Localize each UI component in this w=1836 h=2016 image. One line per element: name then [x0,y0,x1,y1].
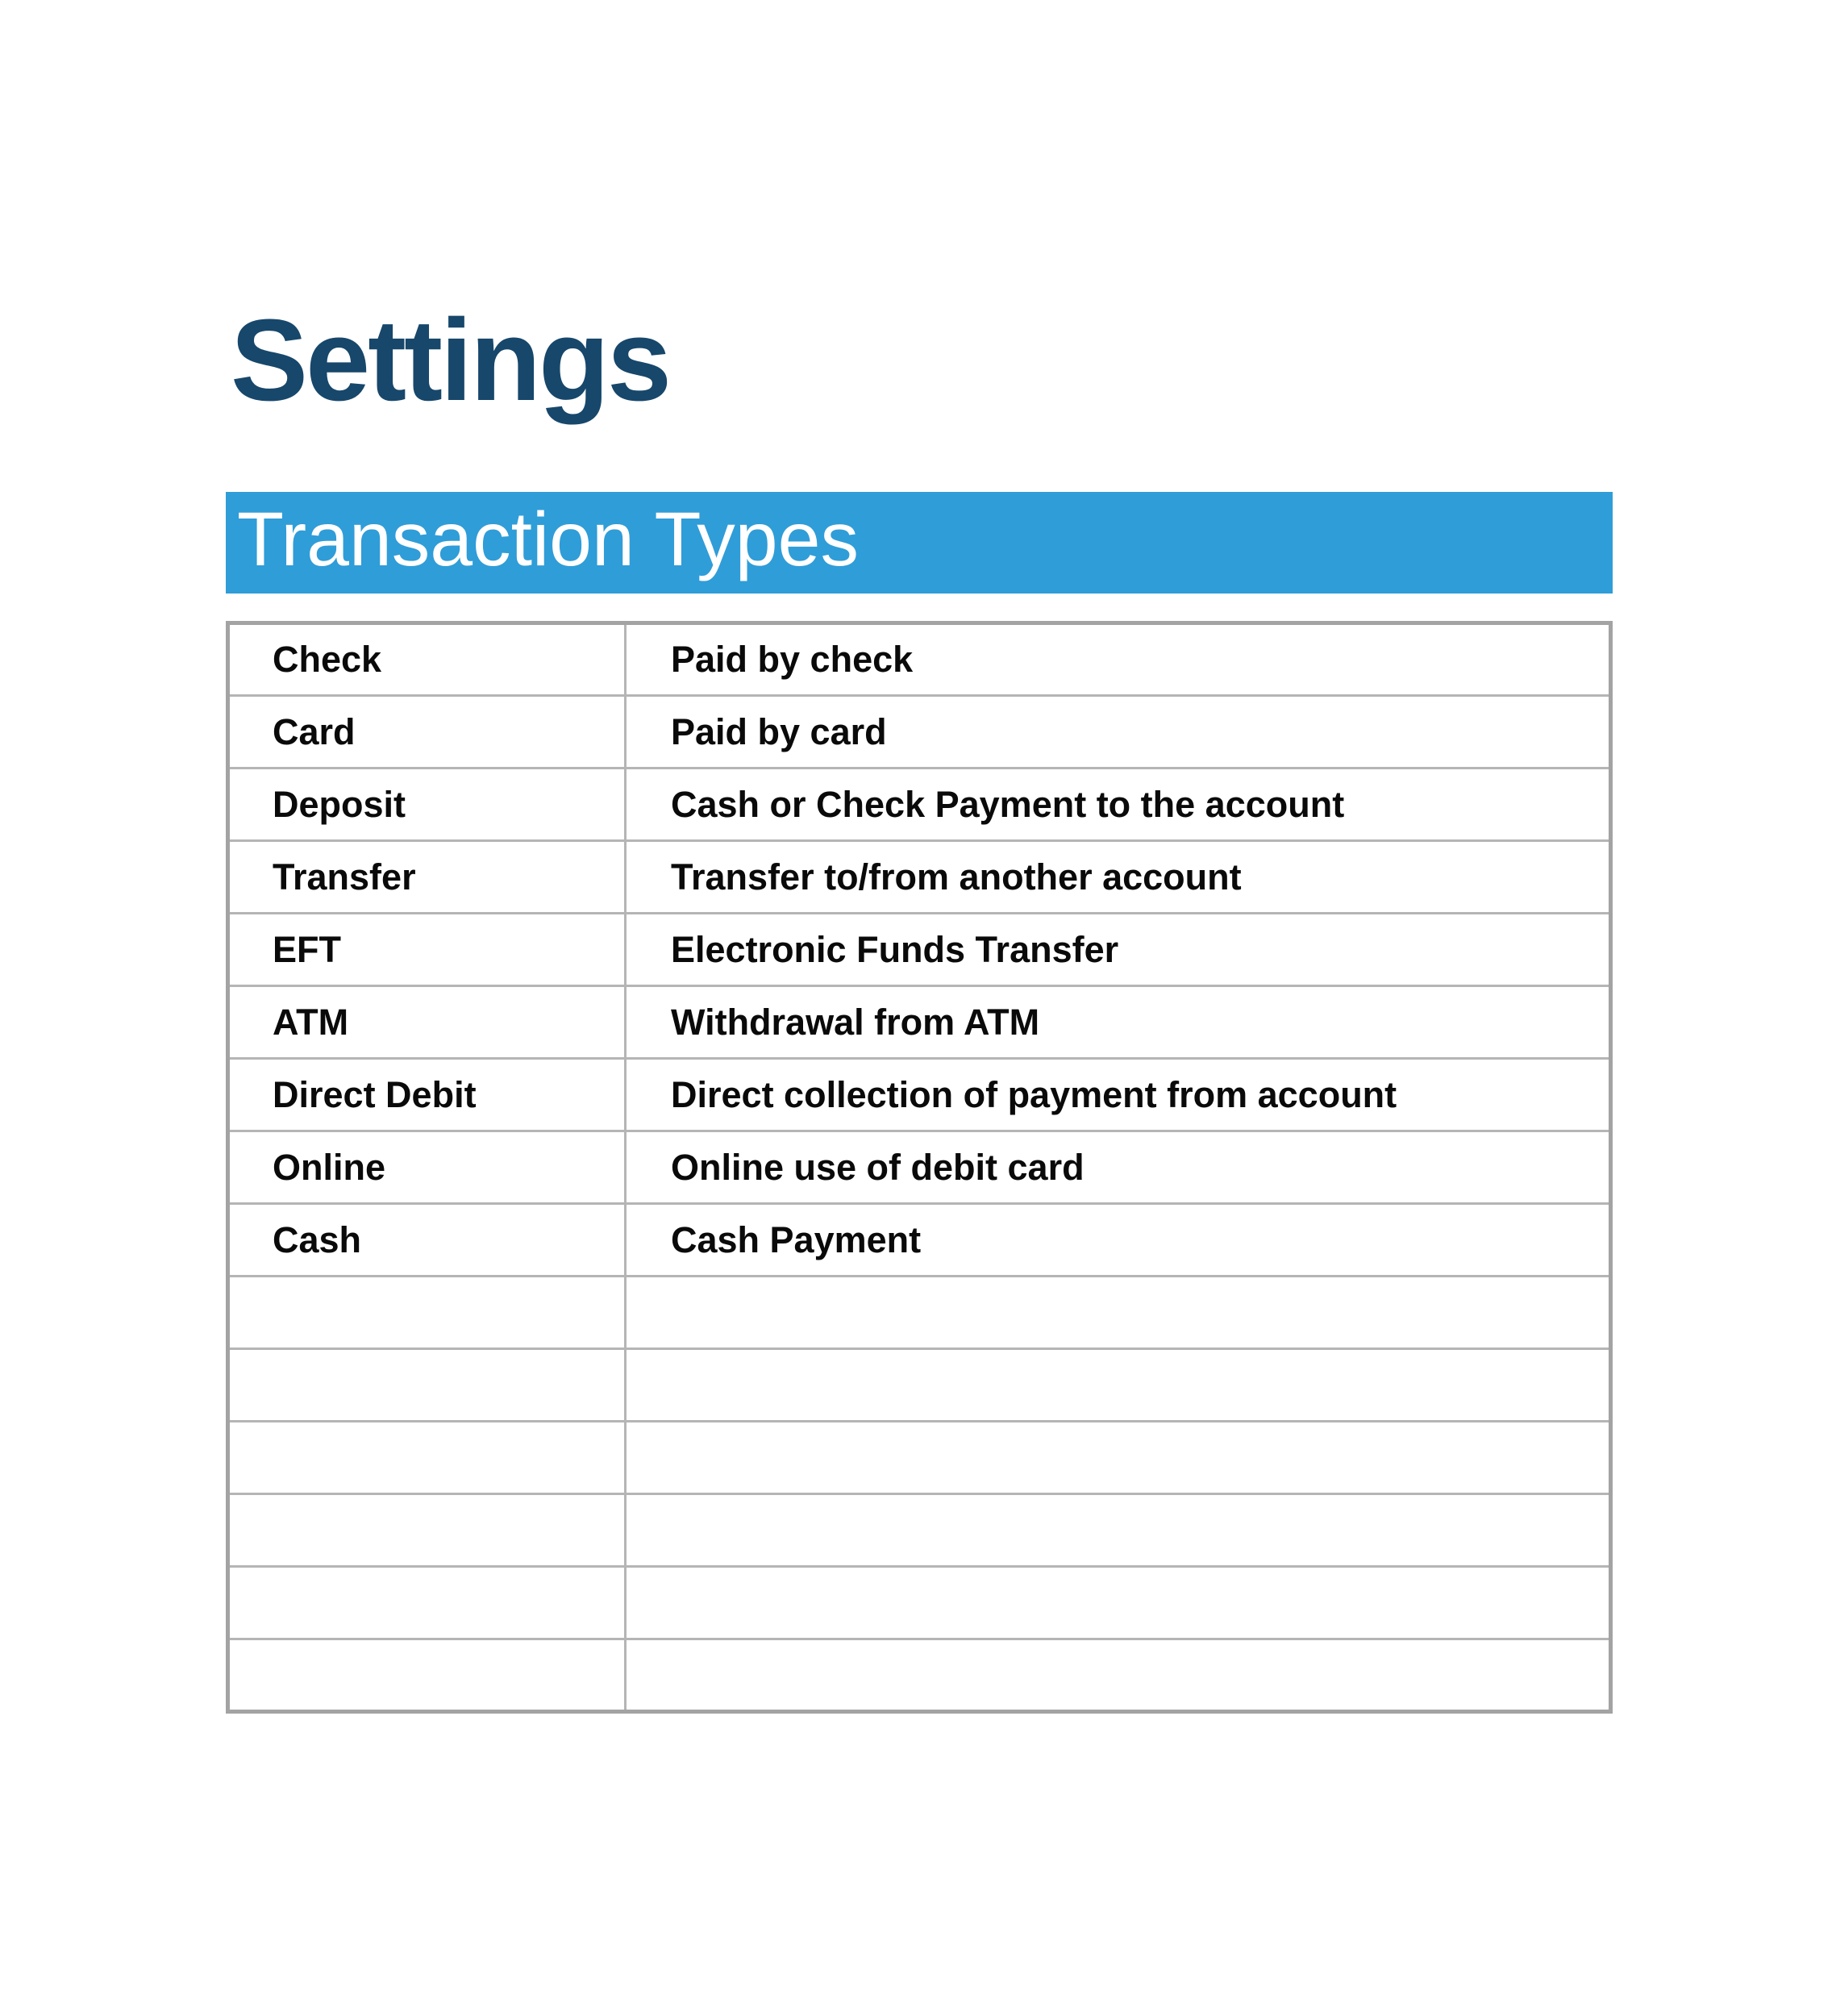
table-row [228,986,1611,1059]
transaction-description-cell: Transfer to/from another account [626,841,1611,914]
transaction-type-cell: Cash [228,1204,626,1277]
table-row [228,1349,1611,1422]
transaction-type-cell: Transfer [228,841,626,914]
page-title: Settings [231,295,670,425]
section-title: Transaction Types [237,496,859,582]
transaction-type-cell [228,1349,626,1422]
table-row [228,696,1611,768]
table-row [228,1204,1611,1277]
transaction-type-cell [228,1422,626,1494]
transaction-description-cell [626,1494,1611,1567]
table-row [228,1639,1611,1712]
transaction-description-cell [626,1567,1611,1639]
transaction-description-cell: Cash or Check Payment to the account [626,768,1611,841]
table-row [228,623,1611,696]
transaction-type-cell: Card [228,696,626,768]
transaction-description-cell: Paid by card [626,696,1611,768]
table-row [228,768,1611,841]
table-row [228,914,1611,986]
transaction-types-table [226,621,1613,1714]
transaction-description-cell: Online use of debit card [626,1131,1611,1204]
transaction-description-cell: Paid by check [626,623,1611,696]
transaction-description-cell [626,1422,1611,1494]
transaction-type-cell: Direct Debit [228,1059,626,1131]
transaction-type-cell: EFT [228,914,626,986]
transaction-description-cell: Withdrawal from ATM [626,986,1611,1059]
transaction-type-cell: Check [228,623,626,696]
transaction-description-cell [626,1277,1611,1349]
transaction-type-cell: Online [228,1131,626,1204]
table-row [228,1277,1611,1349]
transaction-type-cell [228,1494,626,1567]
transaction-type-cell [228,1567,626,1639]
table-row [228,1422,1611,1494]
transaction-description-cell: Cash Payment [626,1204,1611,1277]
transaction-types-table-body [228,623,1611,1712]
transaction-type-cell [228,1639,626,1712]
transaction-description-cell: Direct collection of payment from account [626,1059,1611,1131]
transaction-description-cell [626,1639,1611,1712]
transaction-description-cell [626,1349,1611,1422]
transaction-type-cell: ATM [228,986,626,1059]
table-row [228,841,1611,914]
section-header-banner [226,492,1613,594]
table-row [228,1131,1611,1204]
table-row [228,1059,1611,1131]
transaction-type-cell [228,1277,626,1349]
table-row [228,1567,1611,1639]
table-row [228,1494,1611,1567]
transaction-description-cell: Electronic Funds Transfer [626,914,1611,986]
transaction-type-cell: Deposit [228,768,626,841]
